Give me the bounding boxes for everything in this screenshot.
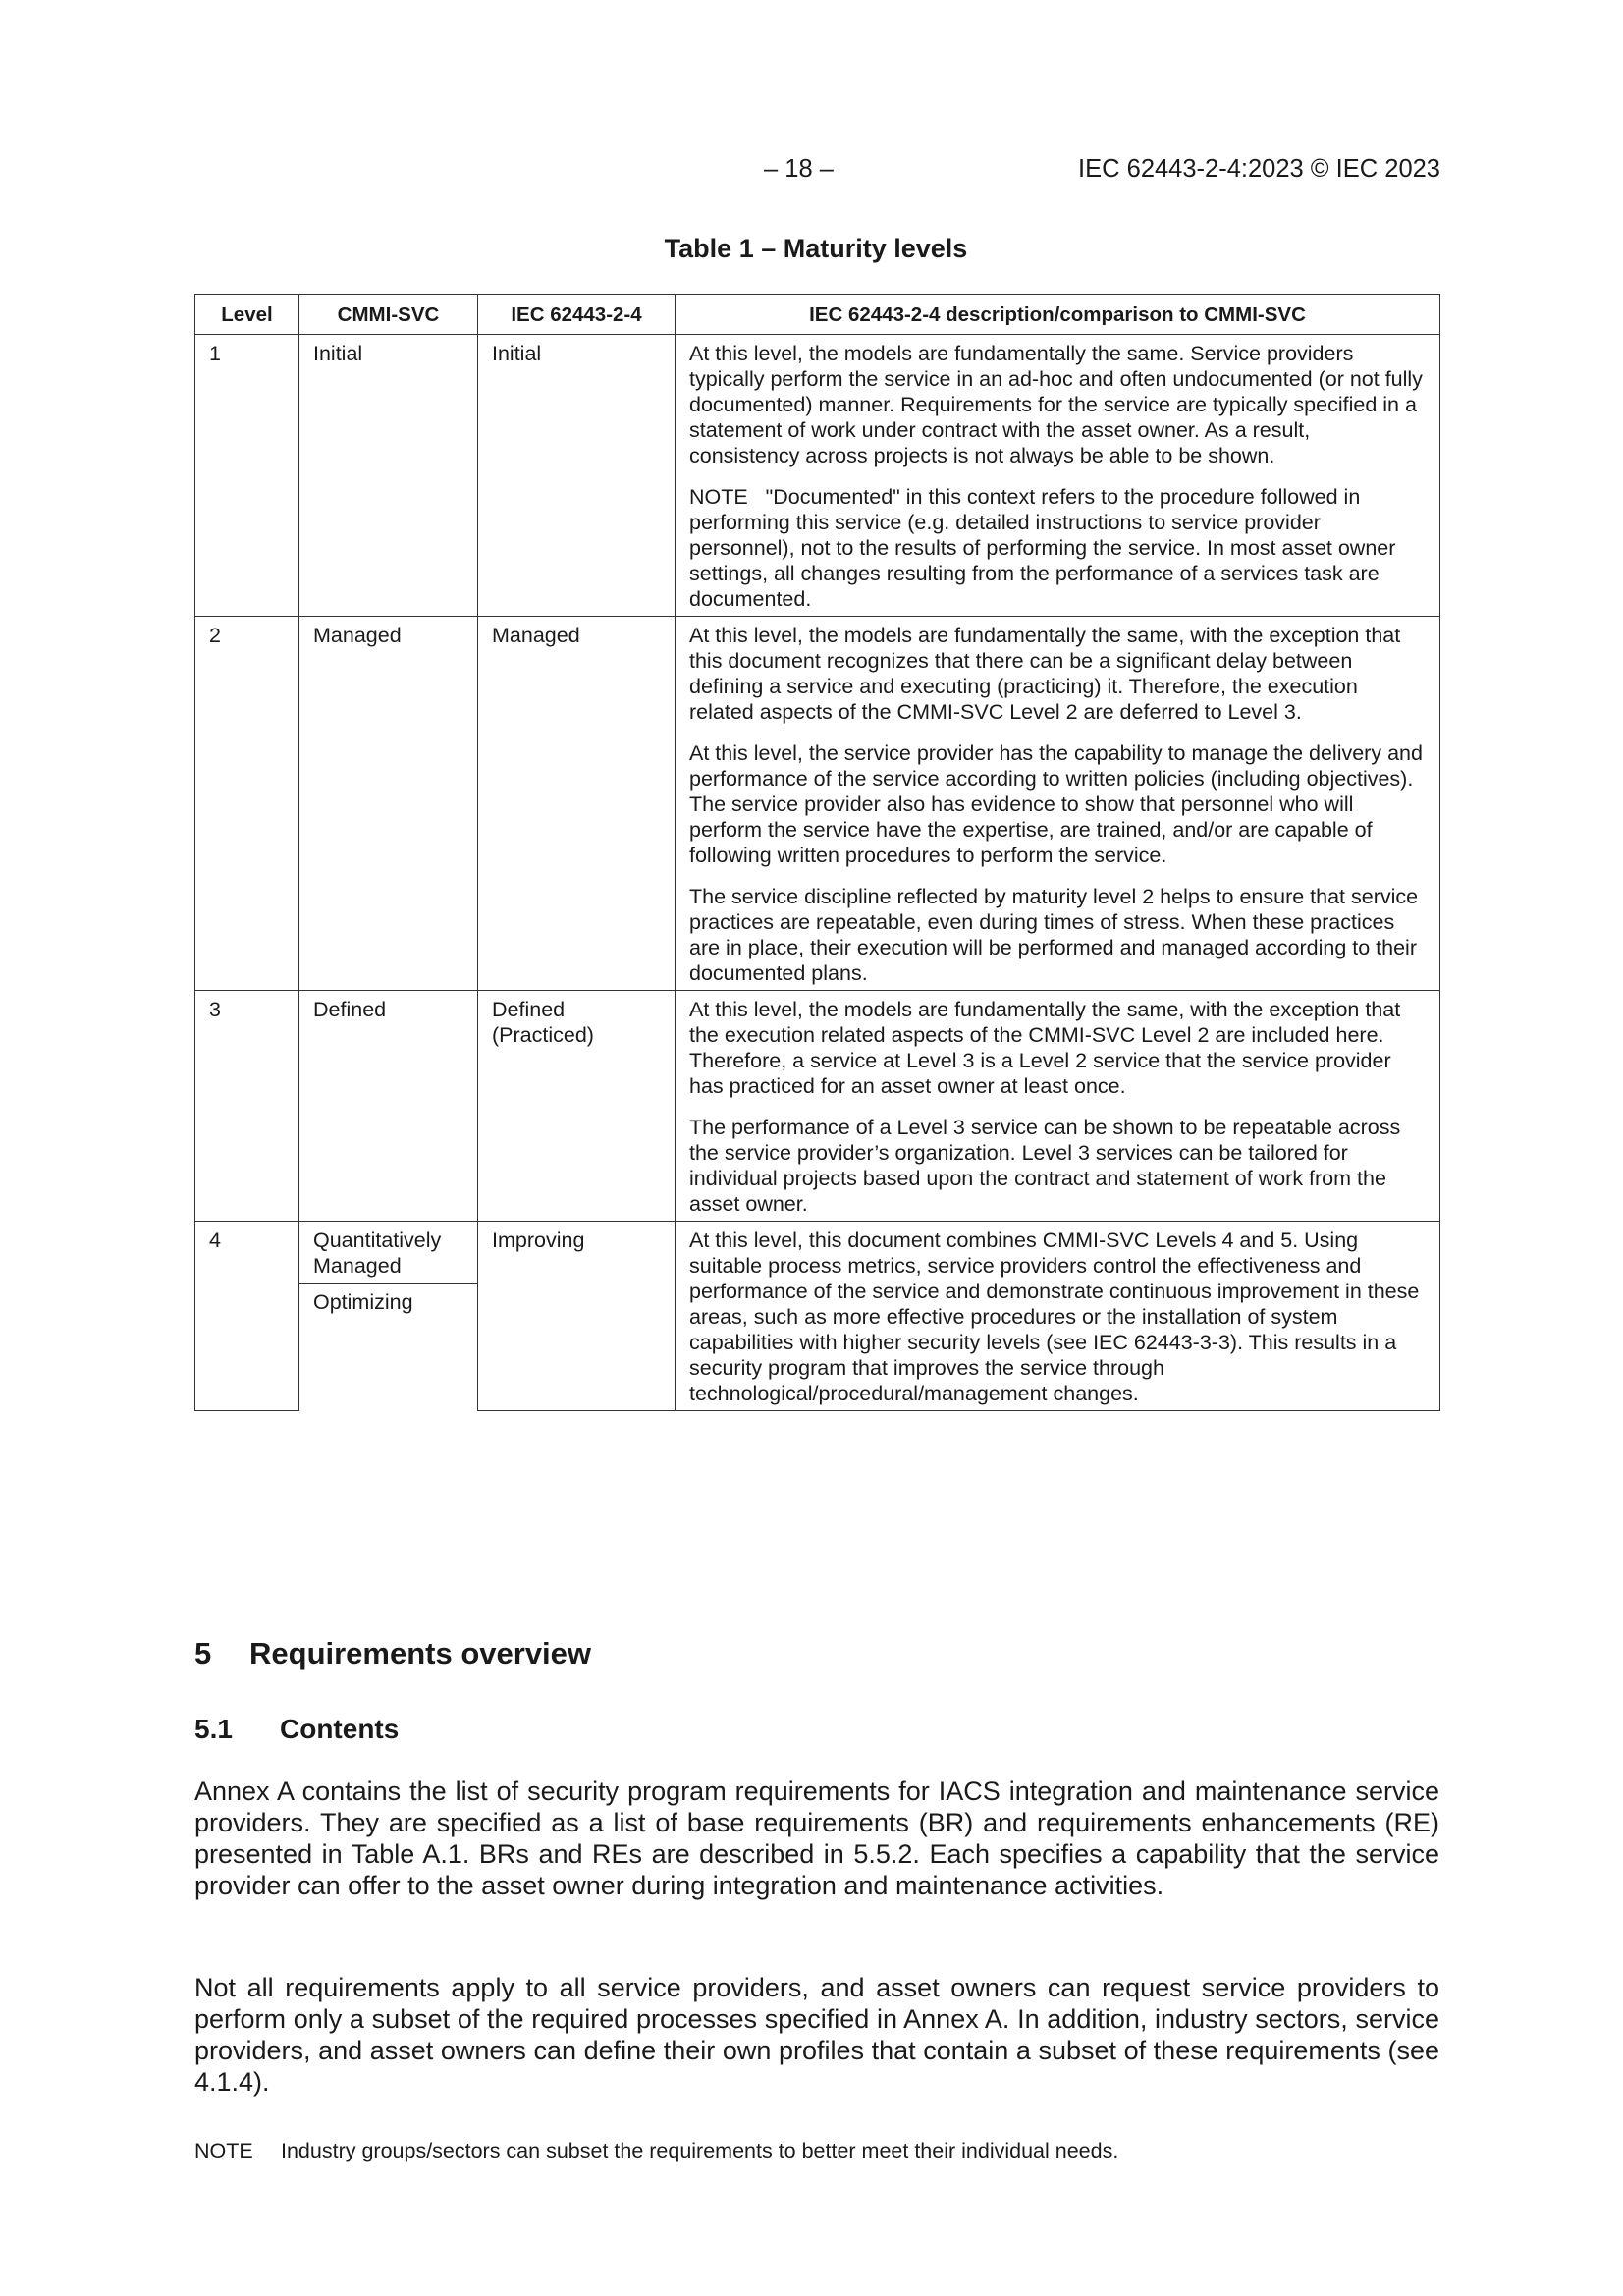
description-cell xyxy=(676,1222,1440,1411)
section-heading xyxy=(194,1636,591,1671)
page-number: – 18 – xyxy=(764,155,834,183)
description-paragraph: At this level, the models are fundamentally the same. Service providers typically perform the service in an ad-hoc and often undocumented (or not fully documented) manner. Requirements for the service are typically specified in a statement of work under contract with the asset owner. As a result, consistency across projects is not always be able to be shown. xyxy=(689,342,1423,467)
subsection-number: 5.1 xyxy=(194,1714,233,1744)
note-text: Industry groups/sectors can subset the requirements to better meet their individual needs. xyxy=(281,2139,1119,2162)
note-label: NOTE xyxy=(194,2139,253,2162)
table-row xyxy=(195,617,1440,991)
column-header-description: IEC 62443-2-4 description/comparison to CMMI-SVC xyxy=(676,295,1440,335)
description-paragraph: At this level, the models are fundamentally the same, with the exception that this document recognizes that there can be a significant delay between defining a service and executing (practicing) it. Therefore, the execution related aspects of the CMMI-SVC Level 2 are deferred to Level 3. xyxy=(689,624,1401,724)
level-cell: 2 xyxy=(195,617,299,991)
level-cell: 1 xyxy=(195,335,299,617)
column-header-cmmi-svc: CMMI-SVC xyxy=(299,295,478,335)
cmmi-cell: Managed xyxy=(299,617,478,991)
cmmi-subcell-optimizing: Optimizing xyxy=(299,1283,477,1319)
table-caption: Table 1 – Maturity levels xyxy=(664,234,968,263)
section-title: Requirements overview xyxy=(249,1636,592,1670)
body-paragraph: Not all requirements apply to all service providers, and asset owners can request service providers to perform only a subset of the required processes specified in Annex A. In addition, industry sectors, service providers, and asset owners can define their own profiles that contain a subset of these requirements (see 4.1.4). xyxy=(194,1973,1439,2097)
iec-cell: Improving xyxy=(478,1222,676,1411)
description-note: NOTE "Documented" in this context refers to the procedure followed in performing this service (e.g. detailed instructions to service provider personnel), not to the results of performing the service. In most asset owner settings, all changes resulting from the performance of a services task are documented. xyxy=(689,485,1402,611)
document-reference: IEC 62443-2-4:2023 © IEC 2023 xyxy=(1078,155,1440,183)
iec-cell: Initial xyxy=(478,335,676,617)
description-cell xyxy=(676,617,1440,991)
description-paragraph: At this level, this document combines CMMI-SVC Levels 4 and 5. Using suitable process metrics, service providers control the effectiveness and performance of the service and demonstrate continuous improvement in these areas, such as more effective procedures or the installation of system capabilities with higher security levels (see IEC 62443-3-3). This results in a security program that improves the service through technological/procedural/management changes. xyxy=(689,1229,1420,1405)
column-header-level: Level xyxy=(195,295,299,335)
section-number: 5 xyxy=(194,1636,212,1670)
description-paragraph: At this level, the service provider has the capability to manage the delivery and performance of the service according to written policies (including objectives). The service provider also has evidence to show that personnel who will perform the service have the expertise, are trained, and/or are capable of following written procedures to perform the service. xyxy=(689,741,1423,867)
subsection-title: Contents xyxy=(280,1714,400,1744)
cmmi-cell: Defined xyxy=(299,991,478,1222)
table-row xyxy=(195,1222,1440,1411)
maturity-levels-table xyxy=(194,294,1440,1411)
description-paragraph: At this level, the models are fundamentally the same, with the exception that the execution related aspects of the CMMI-SVC Level 2 are included here. Therefore, a service at Level 3 is a Level 2 service that the service provider has practiced for an asset owner at least once. xyxy=(689,998,1401,1098)
table-row xyxy=(195,335,1440,617)
level-cell: 4 xyxy=(195,1222,299,1411)
column-header-iec: IEC 62443-2-4 xyxy=(478,295,676,335)
iec-cell: Managed xyxy=(478,617,676,991)
cmmi-subcell-quantitatively-managed: Quantitatively Managed xyxy=(313,1229,442,1278)
description-paragraph: The service discipline reflected by maturity level 2 helps to ensure that service practices are repeatable, even during times of stress. When these practices are in place, their execution will be performed and managed according to their documented plans. xyxy=(689,885,1419,985)
cmmi-cell xyxy=(299,1222,478,1411)
level-cell: 3 xyxy=(195,991,299,1222)
description-cell xyxy=(676,991,1440,1222)
body-paragraph: Annex A contains the list of security program requirements for IACS integration and maintenance service providers. They are specified as a list of base requirements (BR) and requirements enhancements (RE) presented in Table A.1. BRs and REs are described in 5.5.2. Each specifies a capability that the service provider can offer to the asset owner during integration and maintenance activities. xyxy=(194,1777,1439,1900)
table-header-row xyxy=(195,295,1440,335)
subsection-heading xyxy=(194,1714,399,1745)
cmmi-cell: Initial xyxy=(299,335,478,617)
iec-cell: Defined (Practiced) xyxy=(478,991,676,1222)
table-row xyxy=(195,991,1440,1222)
footnote xyxy=(194,2139,1439,2163)
page-header xyxy=(0,155,1623,191)
description-cell xyxy=(676,335,1440,617)
description-paragraph: The performance of a Level 3 service can be shown to be repeatable across the service provider’s organization. Level 3 services can be tailored for individual projects based upon the contract and statement of work from the asset owner. xyxy=(689,1116,1401,1216)
